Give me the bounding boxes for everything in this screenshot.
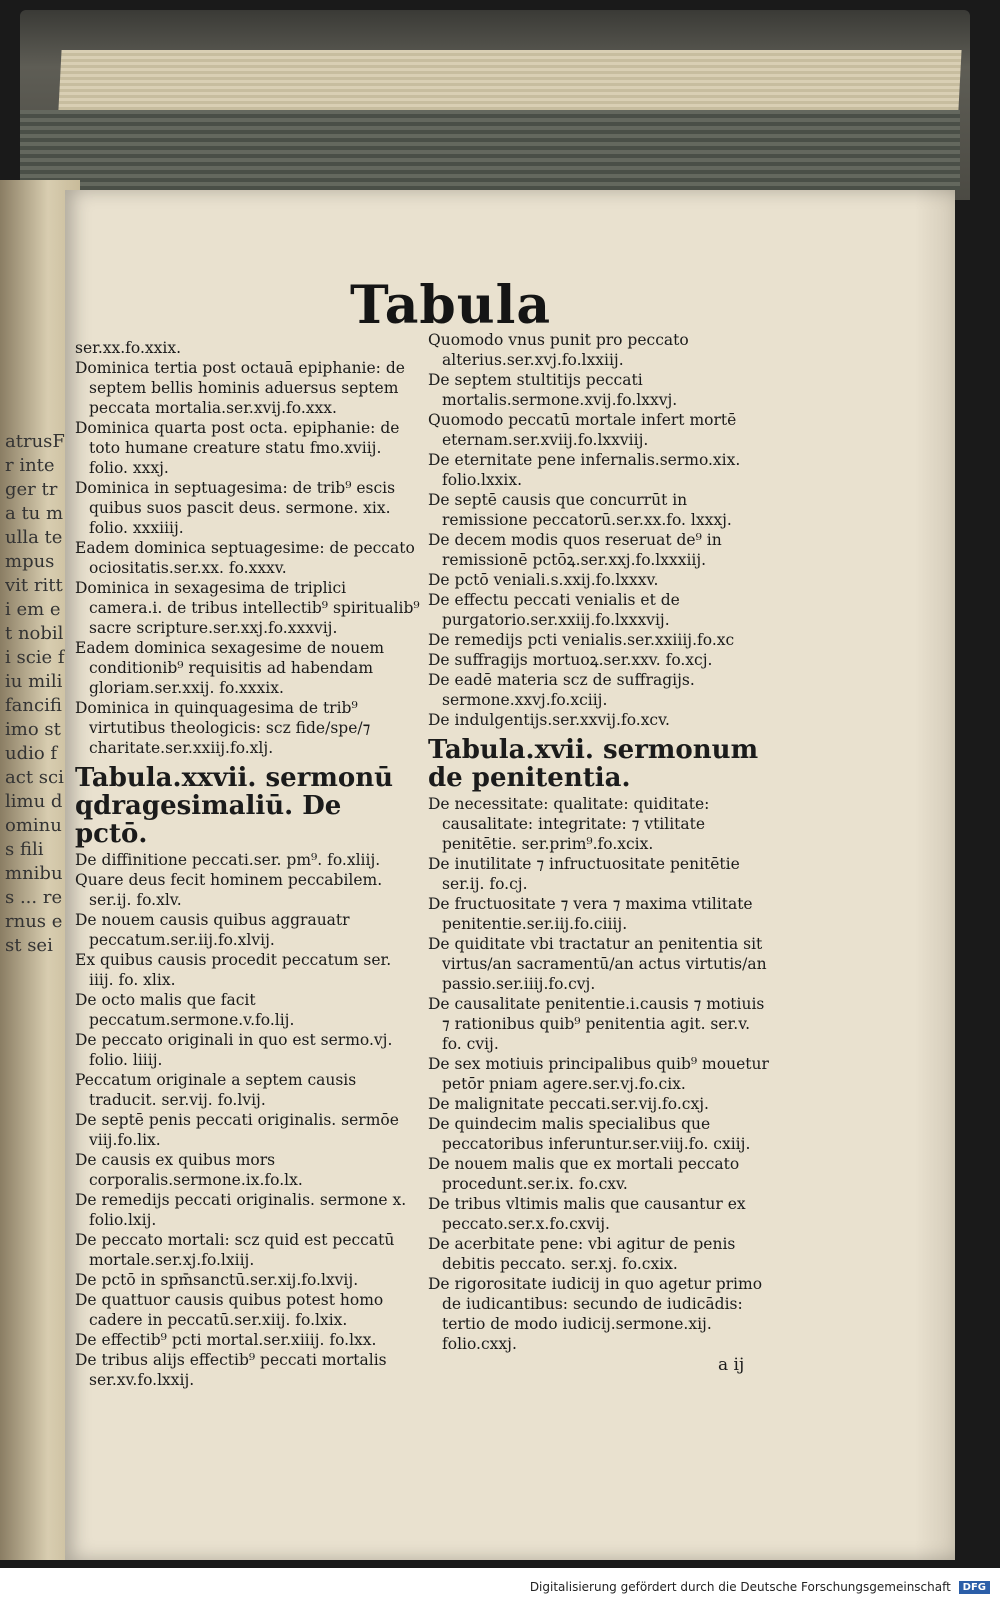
table-entry: De rigorositate iudicij in quo agetur primo de iudicantibus: secundo de iudicādis: tertio de modo iudicij.sermone.xij. folio.cxxj. — [428, 1275, 763, 1353]
table-entry: Eadem dominica sexagesime de nouem conditionib⁹ requisitis ad habendam gloriam.ser.xxij. fo.xxxix. — [75, 639, 385, 697]
right-entries — [428, 330, 773, 730]
left-page-fragments: atrusFr integer tra tu mulla tempus vit ritti em et nobili scie fiu mili fancifiimo studio fact scilimu dominus fili mnibus ... rernus est sei — [5, 431, 65, 956]
table-entry: De diffinitione peccati.ser. pm⁹. fo.xliij. — [75, 851, 381, 869]
footer-bar — [0, 1568, 1000, 1600]
table-entry: De effectu peccati venialis et de purgatorio.ser.xxiij.fo.lxxxvij. — [428, 591, 680, 629]
table-entry: De acerbitate pene: vbi agitur de penis debitis peccato. ser.xj. fo.cxix. — [428, 1235, 736, 1273]
right-text-column — [428, 330, 773, 1354]
footer-credit-text: Digitalisierung gefördert durch die Deutsche Forschungsgemeinschaft — [529, 1580, 951, 1594]
table-entry: De remedijs pcti venialis.ser.xxiiij.fo.xc — [428, 631, 735, 649]
table-entry: De septē penis peccati originalis. sermōe viij.fo.lix. — [75, 1111, 399, 1149]
table-entry: De effectib⁹ pcti mortal.ser.xiiij. fo.lxx. — [75, 1331, 377, 1349]
signature-mark: a ij — [718, 1355, 745, 1375]
page-title: Tabula — [350, 275, 552, 336]
table-entry: De peccato originali in quo est sermo.vj. folio. liiij. — [75, 1031, 393, 1069]
table-entry: De necessitate: qualitate: quiditate: causalitate: integritate: ⁊ vtilitate penitētie. ser.prim⁹.fo.xcix. — [428, 795, 710, 853]
table-entry: De eternitate pene infernalis.sermo.xix. folio.lxxix. — [428, 451, 741, 489]
table-entry: De quindecim malis specialibus que peccatoribus inferuntur.ser.viij.fo. cxiij. — [428, 1115, 751, 1153]
table-entry: De tribus alijs effectib⁹ peccati mortalis ser.xv.fo.lxxij. — [75, 1351, 387, 1389]
table-entry: De septem stultitijs peccati mortalis.sermone.xvij.fo.lxxvj. — [428, 371, 678, 409]
table-entry: Dominica in septuagesima: de trib⁹ escis quibus suos pascit deus. sermone. xix. folio. xxxiiij. — [75, 479, 396, 537]
table-entry: Quomodo peccatū mortale infert mortē eternam.ser.xviij.fo.lxxviij. — [428, 411, 737, 449]
table-entry: De decem modis quos reseruat de⁹ in remissionē pctōꝝ.ser.xxj.fo.lxxxiij. — [428, 531, 722, 569]
book-top-edge — [20, 10, 970, 200]
table-entry: De octo malis que facit peccatum.sermone.v.fo.lij. — [75, 991, 295, 1029]
table-entry: Peccatum originale a septem causis traducit. ser.vij. fo.lvij. — [75, 1071, 357, 1109]
table-entry: De remedijs peccati originalis. sermone x. folio.lxij. — [75, 1191, 407, 1229]
left-entries-sermons — [75, 850, 420, 1390]
table-entry: De causalitate penitentie.i.causis ⁊ motiuis ⁊ rationibus quib⁹ penitentia agit. ser.v. fo. cvij. — [428, 995, 765, 1053]
table-entry: De pctō in spm̄sanctū.ser.xij.fo.lxvij. — [75, 1271, 359, 1289]
table-entry: De quiditate vbi tractatur an penitentia sit virtus/an sacramentū/an actus virtutis/an passio.ser.iiij.fo.cvj. — [428, 935, 767, 993]
table-entry: De suffragijs mortuoꝝ.ser.xxv. fo.xcj. — [428, 651, 713, 669]
left-entries — [75, 338, 420, 758]
table-entry: De pctō veniali.s.xxij.fo.lxxxv. — [428, 571, 659, 589]
table-entry: De inutilitate ⁊ infructuositate penitētie ser.ij. fo.cj. — [428, 855, 740, 893]
table-entry: De indulgentijs.ser.xxvij.fo.xcv. — [428, 711, 670, 729]
table-entry: ser.xx.fo.xxix. — [75, 339, 182, 357]
table-entry: De nouem malis que ex mortali peccato procedunt.ser.ix. fo.cxv. — [428, 1155, 740, 1193]
left-text-column — [75, 338, 420, 1390]
table-entry: De quattuor causis quibus potest homo cadere in peccatū.ser.xiij. fo.lxix. — [75, 1291, 384, 1329]
table-entry: Dominica tertia post octauā epiphanie: de septem bellis hominis aduersus septem peccata mortalia.ser.xvij.fo.xxx. — [75, 359, 405, 417]
table-entry: De sex motiuis principalibus quib⁹ mouetur petōr pniam agere.ser.vj.fo.cix. — [428, 1055, 769, 1093]
table-entry: De septē causis que concurrūt in remissione peccatorū.ser.xx.fo. lxxxj. — [428, 491, 732, 529]
table-entry: Dominica in sexagesima de triplici camera.i. de tribus intellectib⁹ spiritualib⁹ sacre scripture.ser.xxj.fo.xxxvij. — [75, 579, 420, 637]
table-entry: De peccato mortali: scz quid est peccatū mortale.ser.xj.fo.lxiij. — [75, 1231, 395, 1269]
table-entry: De tribus vltimis malis que causantur ex peccato.ser.x.fo.cxvij. — [428, 1195, 746, 1233]
table-entry: De malignitate peccati.ser.vij.fo.cxj. — [428, 1095, 709, 1113]
table-entry: De fructuositate ⁊ vera ⁊ maxima vtilitate penitentie.ser.iij.fo.ciiij. — [428, 895, 753, 933]
table-entry: Eadem dominica septuagesime: de peccato ociositatis.ser.xx. fo.xxxv. — [75, 539, 415, 577]
table-entry: Quare deus fecit hominem peccabilem. ser.ij. fo.xlv. — [75, 871, 383, 909]
page-edges-side — [20, 110, 960, 190]
dfg-logo-icon: DFG — [959, 1581, 990, 1594]
left-section-heading: Tabula.xxvii. sermonū qdragesimaliū. De pctō. — [75, 763, 394, 849]
page-edges-top — [58, 50, 961, 110]
table-entry: Ex quibus causis procedit peccatum ser. iiij. fo. xlix. — [75, 951, 392, 989]
table-entry: Dominica in quinquagesima de trib⁹ virtutibus theologicis: scz fide/spe/⁊ charitate.ser.xxiij.fo.xlj. — [75, 699, 371, 757]
table-entry: De causis ex quibus mors corporalis.sermone.ix.fo.lx. — [75, 1151, 303, 1189]
right-entries-penitentia — [428, 794, 773, 1354]
right-section-heading: Tabula.xvii. sermonum de penitentia. — [428, 735, 759, 793]
table-entry: Quomodo vnus punit pro peccato alterius.ser.xvj.fo.lxxiij. — [428, 331, 689, 369]
table-entry: Dominica quarta post octa. epiphanie: de toto humane creature statu fmo.xviij. folio. xxxj. — [75, 419, 400, 477]
table-entry: De eadē materia scz de suffragijs. sermone.xxvj.fo.xciij. — [428, 671, 695, 709]
footer-credit — [530, 1580, 990, 1594]
table-entry: De nouem causis quibus aggrauatr peccatum.ser.iij.fo.xlvij. — [75, 911, 350, 949]
